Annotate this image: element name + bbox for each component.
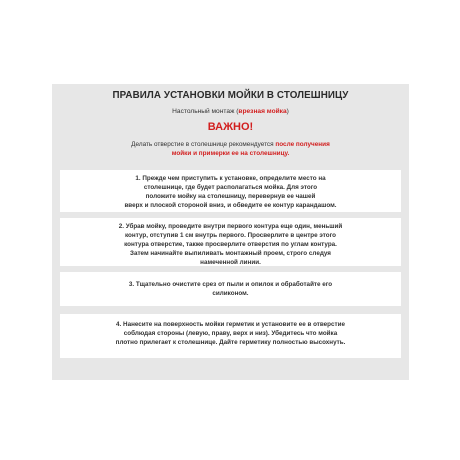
step-1-box	[60, 170, 401, 212]
important-heading: ВАЖНО!	[207, 121, 254, 133]
step-4-line: соблюдая стороны (левую, праву, верх и низ). Убедитесь что мойка	[123, 330, 338, 337]
step-3-box	[60, 272, 401, 306]
step-2-line: намеченной линии.	[200, 259, 261, 266]
note-highlight-1: после получения	[275, 141, 330, 148]
step-1-line: положите мойку на столешницу, перевернув ее чашей	[145, 193, 316, 200]
important-note	[62, 140, 399, 158]
note-line-1	[62, 140, 399, 149]
step-3-line: силиконом.	[212, 290, 249, 297]
subtitle	[52, 108, 409, 115]
step-2-line: контура отверстие, также просверлите отверстия по углам контура.	[124, 241, 337, 248]
page-title: ПРАВИЛА УСТАНОВКИ МОЙКИ В СТОЛЕШНИЦУ	[112, 90, 349, 101]
step-2-line: Затем начинайте выпиливать монтажный проем, строго следуя	[130, 250, 331, 257]
step-1-line: 1. Прежде чем приступить к установке, определите место на	[135, 175, 326, 182]
step-1-line: вверх и плоской стороной вниз, и обведите ее контур карандашом.	[124, 202, 337, 209]
subtitle-highlight: врезная мойка	[238, 108, 287, 115]
step-4-line: плотно прилегает к столешнице. Дайте герметику полностью высохнуть.	[115, 339, 346, 346]
step-2-line: контур, отступив 1 см внутрь первого. Просверлите в центре этого	[124, 232, 337, 239]
subtitle-close: )	[286, 108, 289, 115]
step-2-line: 2. Убрав мойку, проведите внутри первого контура еще один, меньший	[118, 223, 343, 230]
instructions-panel	[52, 84, 409, 380]
note-highlight-2: мойки и примерки ее на столешницу.	[171, 150, 290, 157]
step-2-box	[60, 218, 401, 266]
step-4-line: 4. Нанесите на поверхность мойки герметик и установите ее в отверстие	[116, 321, 345, 328]
step-4-box	[60, 314, 401, 358]
step-3-line: 3. Тщательно очистите срез от пыли и опилок и обработайте его	[128, 281, 333, 288]
step-1-line: столешнице, где будет располагаться мойка. Для этого	[143, 184, 318, 191]
subtitle-text: Настольный монтаж (	[172, 108, 239, 115]
note-text: Делать отверстие в столешнице рекомендуется	[131, 141, 276, 148]
